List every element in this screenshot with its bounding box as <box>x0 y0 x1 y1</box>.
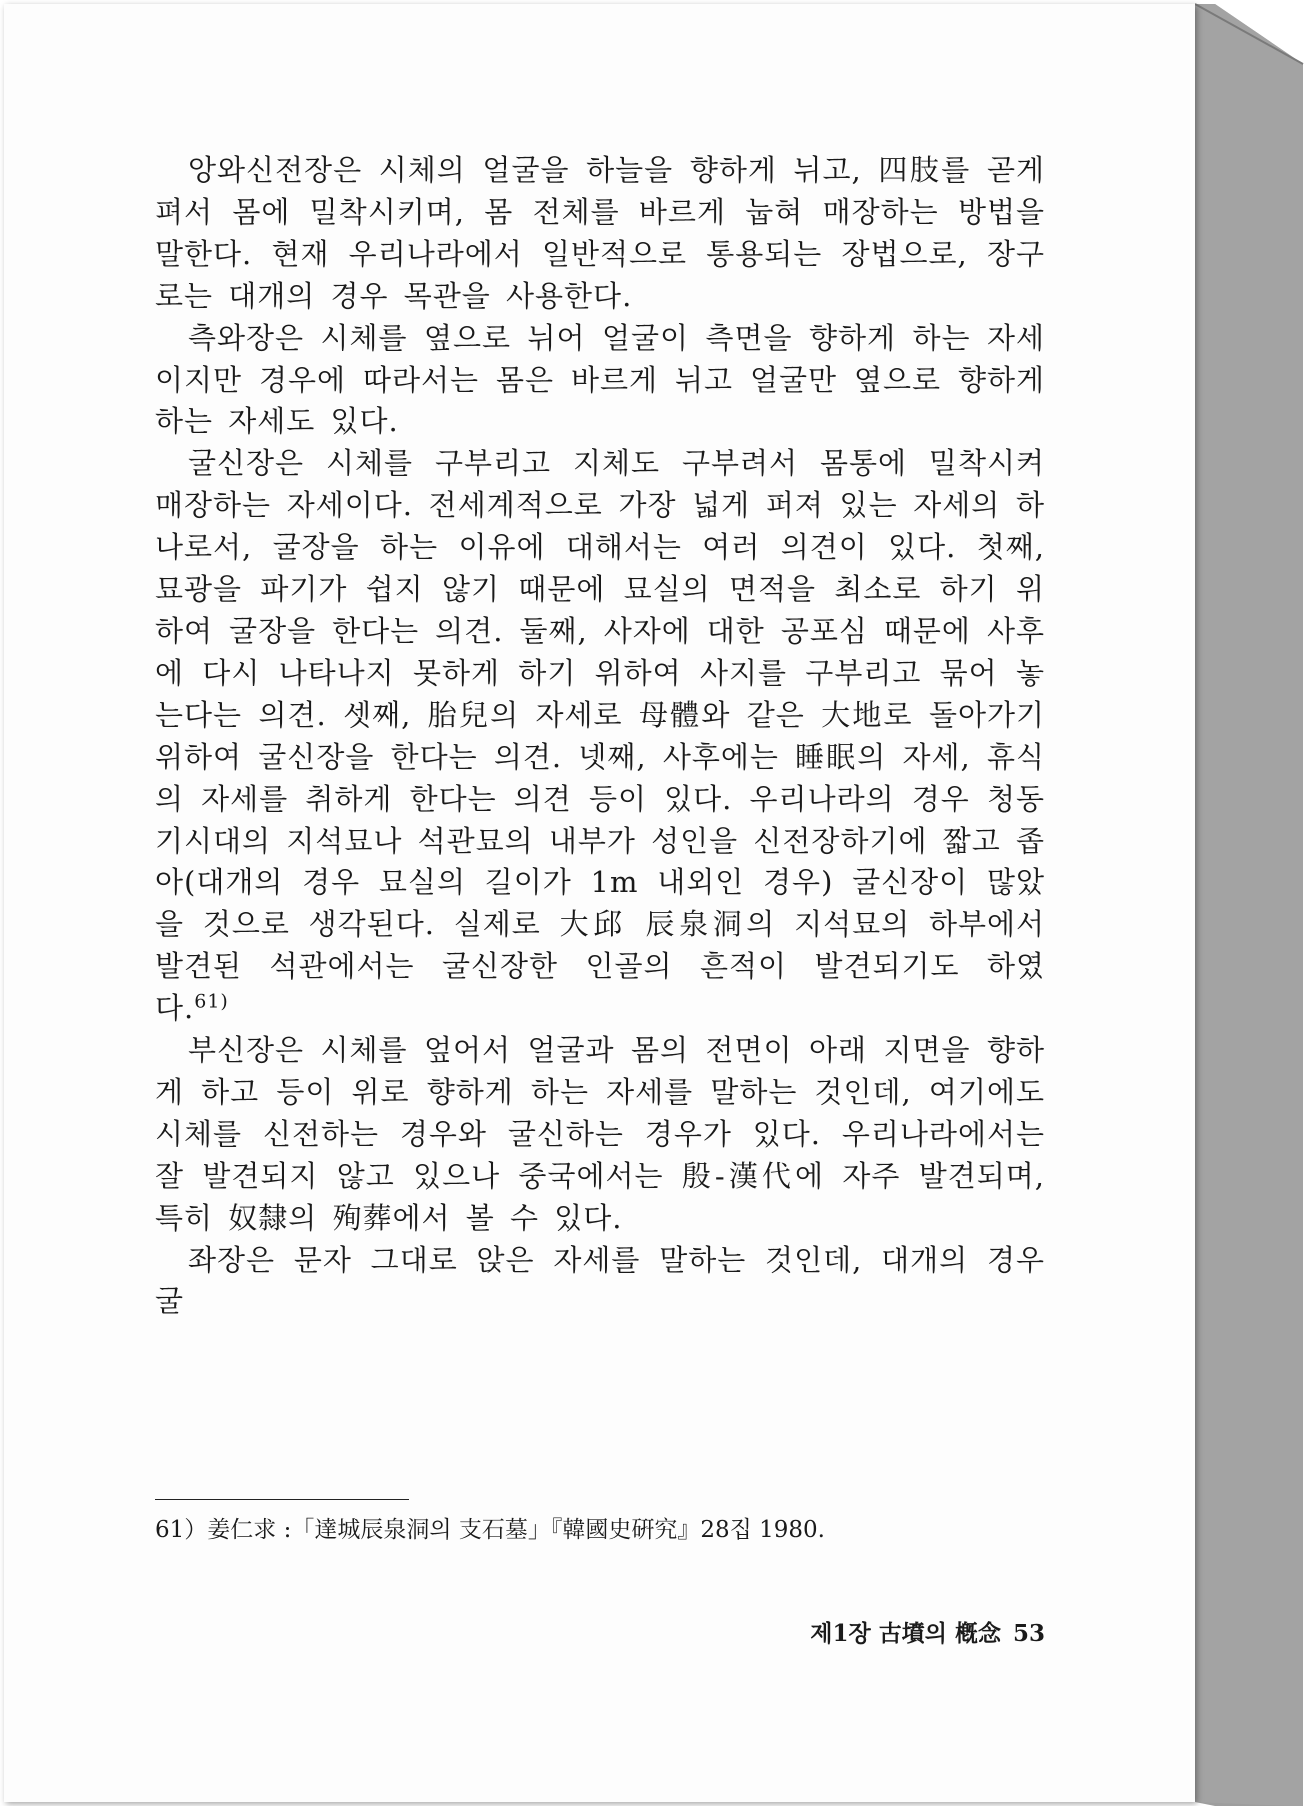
paragraph-flexed <box>155 443 1045 1030</box>
paragraph-flexed-text: 굴신장은 시체를 구부리고 지체도 구부려서 몸통에 밀착시켜 매장하는 자세이다. 전세계적으로 가장 넓게 퍼져 있는 자세의 하나로서, 굴장을 하는 이유에 대해서는 여러 의견이 있다. 첫째, 묘광을 파기가 쉽지 않기 때문에 묘실의 면적을 최소로 하기 위하여 굴장을 한다는 의견. 둘째, 사자에 대한 공포심 때문에 사후에 다시 나타나지 못하게 하기 위하여 사지를 구부리고 묶어 놓는다는 의견. 셋째, 胎兒의 자세로 母體와 같은 大地로 돌아가기 위하여 굴신장을 한다는 의견. 넷째, 사후에는 睡眠의 자세, 휴식의 자세를 취하게 한다는 의견 등이 있다. 우리나라의 경우 청동기시대의 지석묘나 석관묘의 내부가 성인을 신전장하기에 짧고 좁아(대개의 경우 묘실의 길이가 1m 내외인 경우) 굴신장이 많았을 것으로 생각된다. 실제로 大邱 辰泉洞의 지석묘의 하부에서 발견된 석관에서는 굴신장한 인골의 흔적이 발견되기도 하였다. <box>155 446 1045 1026</box>
paragraph-prone: 부신장은 시체를 엎어서 얼굴과 몸의 전면이 아래 지면을 향하게 하고 등이 위로 향하게 하는 자세를 말하는 것인데, 여기에도 시체를 신전하는 경우와 굴신하는 경우가 있다. 우리나라에서는 잘 발견되지 않고 있으나 중국에서는 殷-漢代에 자주 발견되며, 특히 奴隸의 殉葬에서 볼 수 있다. <box>155 1033 1045 1235</box>
footnote-divider <box>155 1499 409 1500</box>
body-text <box>155 150 1045 1323</box>
paragraph-lateral: 측와장은 시체를 옆으로 뉘어 얼굴이 측면을 향하게 하는 자세이지만 경우에 따라서는 몸은 바르게 뉘고 얼굴만 옆으로 향하게 하는 자세도 있다. <box>155 320 1045 439</box>
page-number: 53 <box>1012 1620 1045 1647</box>
paragraph-supine: 앙와신전장은 시체의 얼굴을 하늘을 향하게 뉘고, 四肢를 곧게 펴서 몸에 밀착시키며, 몸 전체를 바르게 눕혀 매장하는 방법을 말한다. 현재 우리나라에서 일반적으로 통용되는 장법으로, 장구로는 대개의 경우 목관을 사용한다. <box>155 153 1045 313</box>
footnote-61: 61）姜仁求 :「達城辰泉洞의 支石墓」『韓國史硏究』28집 1980. <box>155 1517 825 1543</box>
chapter-title: 제1장 古墳의 槪念 <box>810 1620 1001 1647</box>
running-footer <box>760 1615 1045 1648</box>
paragraph-seated: 좌장은 문자 그대로 앉은 자세를 말하는 것인데, 대개의 경우 굴 <box>155 1242 1045 1319</box>
footnote-reference[interactable]: 61) <box>194 990 229 1013</box>
